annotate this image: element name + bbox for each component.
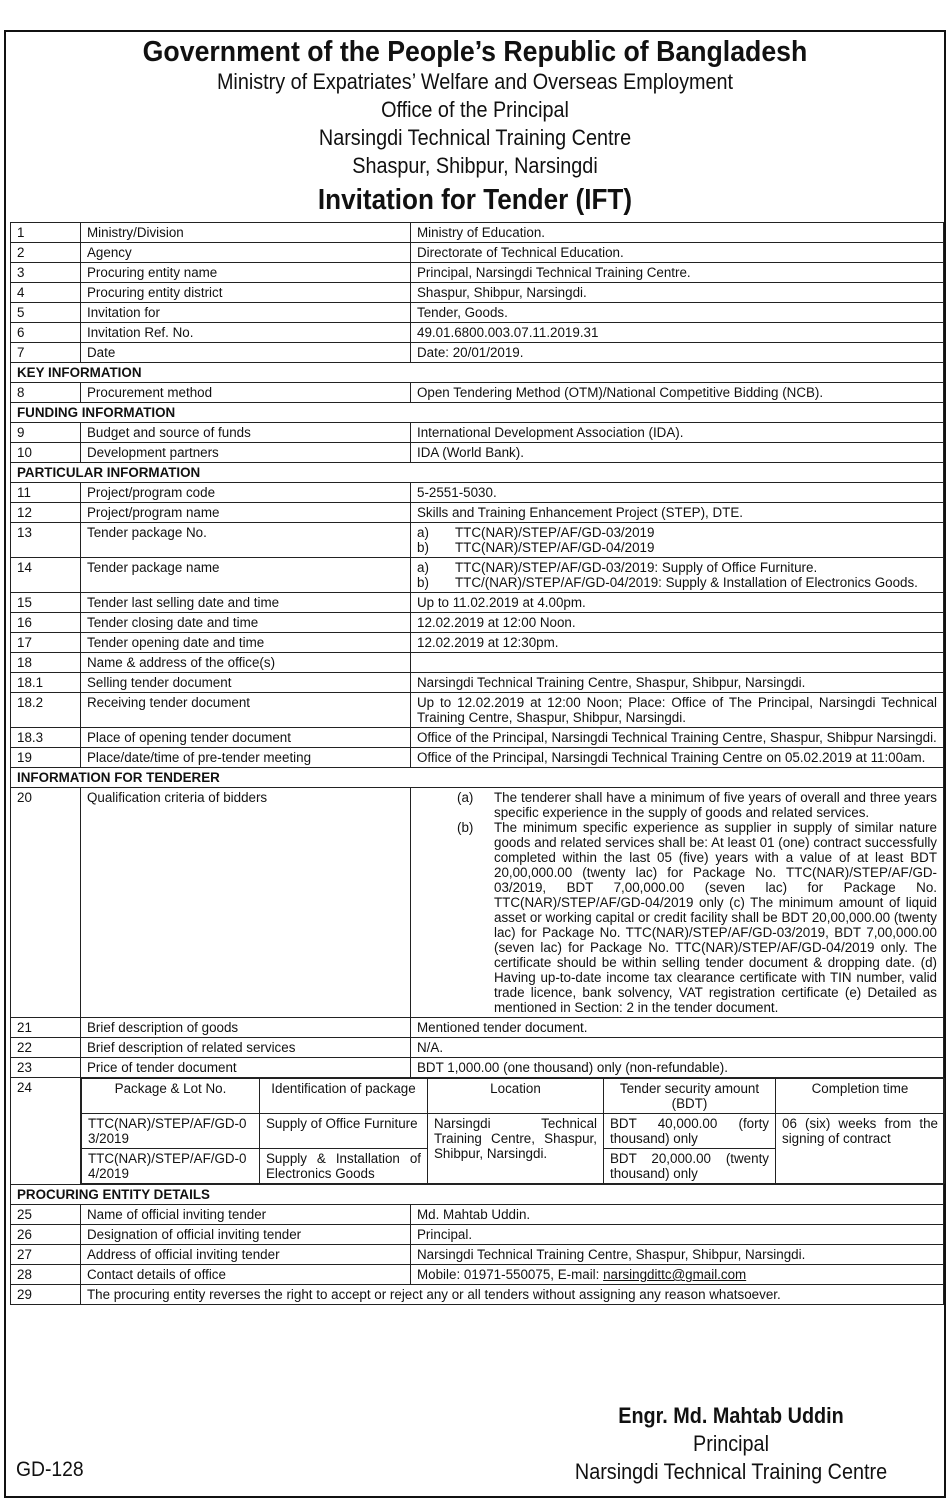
table-row xyxy=(11,1078,944,1185)
row-no: 14 xyxy=(11,558,81,593)
row-value: Skills and Training Enhancement Project (STEP), DTE. xyxy=(411,503,944,523)
row-label: Ministry/Division xyxy=(81,223,411,243)
row-value: IDA (World Bank). xyxy=(411,443,944,463)
row-value: Directorate of Technical Education. xyxy=(411,243,944,263)
package-table xyxy=(81,1078,945,1184)
row-no: 17 xyxy=(11,633,81,653)
row-value: Narsingdi Technical Training Centre, Shaspur, Shibpur, Narsingdi. xyxy=(411,1245,944,1265)
row-no: 7 xyxy=(11,343,81,363)
row-no: 19 xyxy=(11,748,81,768)
row-no: 16 xyxy=(11,613,81,633)
row-value xyxy=(411,523,944,558)
table-row xyxy=(11,503,944,523)
table-row xyxy=(11,1205,944,1225)
option-a: a) TTC(NAR)/STEP/AF/GD-03/2019 xyxy=(417,525,655,540)
row-no: 13 xyxy=(11,523,81,558)
table-row xyxy=(11,788,944,1018)
row-value: International Development Association (IDA). xyxy=(411,423,944,443)
row-value: Office of the Principal, Narsingdi Technical Training Centre on 05.02.2019 at 11:00am. xyxy=(411,748,944,768)
row-label: Invitation Ref. No. xyxy=(81,323,411,343)
section-heading: PARTICULAR INFORMATION xyxy=(11,463,944,483)
package-row xyxy=(82,1114,945,1149)
row-value: Ministry of Education. xyxy=(411,223,944,243)
row-label: Procuring entity name xyxy=(81,263,411,283)
table-row xyxy=(11,613,944,633)
row-label: Procuring entity district xyxy=(81,283,411,303)
row-no: 15 xyxy=(11,593,81,613)
criteria-text: The tenderer shall have a minimum of five years of overall and three years specific experience in the supply of goods and related services. xyxy=(494,790,937,820)
row-value: Md. Mahtab Uddin. xyxy=(411,1205,944,1225)
section-heading: INFORMATION FOR TENDERER xyxy=(11,768,944,788)
row-label: Tender closing date and time xyxy=(81,613,411,633)
row-label: Place of opening tender document xyxy=(81,728,411,748)
table-row xyxy=(11,748,944,768)
table-row xyxy=(11,303,944,323)
signatory-designation: Principal xyxy=(693,1431,769,1456)
column-header: Completion time xyxy=(776,1079,945,1114)
table-row xyxy=(11,283,944,303)
row-no: 25 xyxy=(11,1205,81,1225)
row-no: 27 xyxy=(11,1245,81,1265)
row-value: BDT 1,000.00 (one thousand) only (non-refundable). xyxy=(411,1058,944,1078)
column-header: Location xyxy=(428,1079,604,1114)
row-no: 21 xyxy=(11,1018,81,1038)
row-no: 18.3 xyxy=(11,728,81,748)
row-label: Selling tender document xyxy=(81,673,411,693)
table-row xyxy=(11,263,944,283)
row-label: Name & address of the office(s) xyxy=(81,653,411,673)
table-row xyxy=(11,383,944,403)
section-row xyxy=(11,768,944,788)
row-value: Office of the Principal, Narsingdi Technical Training Centre, Shaspur, Shibpur Narsingdi. xyxy=(411,728,944,748)
criteria-b xyxy=(457,820,937,1015)
row-label: Agency xyxy=(81,243,411,263)
row-no: 6 xyxy=(11,323,81,343)
row-no: 10 xyxy=(11,443,81,463)
table-row xyxy=(11,1285,944,1305)
package-table-cell xyxy=(81,1078,944,1185)
row-label: Development partners xyxy=(81,443,411,463)
row-value: N/A. xyxy=(411,1038,944,1058)
criteria-key: (b) xyxy=(457,820,474,835)
row-label: Invitation for xyxy=(81,303,411,323)
table-row xyxy=(11,483,944,503)
row-no: 22 xyxy=(11,1038,81,1058)
footer-code: GD-128 xyxy=(16,1458,84,1481)
column-header: Tender security amount (BDT) xyxy=(604,1079,776,1114)
row-value: Mentioned tender document. xyxy=(411,1018,944,1038)
column-header: Identification of package xyxy=(260,1079,428,1114)
table-row xyxy=(11,443,944,463)
section-heading: FUNDING INFORMATION xyxy=(11,403,944,423)
criteria-text: The minimum specific experience as supplier in supply of similar nature goods and related services shall be: At least 01 (one) contract successfully completed within the last 05 (five) years with a value of at least BDT 20,00,000.00 (twenty lac) for Package No. TTC(NAR)/STEP/AF/GD-03/2019, BDT 7,00,000.00 (seven lac) for Package No. TTC(NAR)/STEP/AF/GD-04/2019 only (c) The minimum amount of liquid asset or working capital or credit facility shall be BDT 20,00,000.00 (twenty lac) for Package No. TTC(NAR)/STEP/AF/GD-03/2019, BDT 7,00,000.00 (seven lac) for Package No. TTC(NAR)/STEP/AF/GD-04/2019 only. The certificate should be within selling tender document & dropping date. (d) Having up-to-date income tax clearance certificate with TIN number, valid trade licence, bank solvency, VAT registration certificate (e) Detailed as mentioned in Section: 2 in the tender document. xyxy=(494,820,937,1015)
row-no: 28 xyxy=(11,1265,81,1285)
table-row xyxy=(11,693,944,728)
row-label: Place/date/time of pre-tender meeting xyxy=(81,748,411,768)
row-label: Qualification criteria of bidders xyxy=(81,788,411,1018)
tender-security: BDT 40,000.00 (forty thousand) only xyxy=(604,1114,776,1149)
package-header-row xyxy=(82,1079,945,1114)
row-value: Shaspur, Shibpur, Narsingdi. xyxy=(411,283,944,303)
row-label: Name of official inviting tender xyxy=(81,1205,411,1225)
row-label: Procurement method xyxy=(81,383,411,403)
row-no: 24 xyxy=(11,1078,81,1185)
package-identification: Supply & Installation of Electronics Goods xyxy=(260,1149,428,1184)
table-row xyxy=(11,728,944,748)
section-heading: PROCURING ENTITY DETAILS xyxy=(11,1185,944,1205)
row-value: Date: 20/01/2019. xyxy=(411,343,944,363)
signatory-office: Narsingdi Technical Training Centre xyxy=(574,1459,888,1484)
table-row xyxy=(11,593,944,613)
row-value: Tender, Goods. xyxy=(411,303,944,323)
row-label: Tender last selling date and time xyxy=(81,593,411,613)
contact-email-link[interactable]: narsingdittc@gmail.com xyxy=(603,1267,747,1282)
row-value: 49.01.6800.003.07.11.2019.31 xyxy=(411,323,944,343)
row-value xyxy=(411,1265,944,1285)
row-label: Designation of official inviting tender xyxy=(81,1225,411,1245)
package-lot: TTC(NAR)/STEP/AF/GD-03/2019 xyxy=(82,1114,260,1149)
row-value: Open Tendering Method (OTM)/National Competitive Bidding (NCB). xyxy=(411,383,944,403)
option-b: b) TTC(NAR)/STEP/AF/GD-04/2019 xyxy=(417,540,655,555)
table-row xyxy=(11,1038,944,1058)
criteria-key: (a) xyxy=(457,790,474,805)
row-no: 26 xyxy=(11,1225,81,1245)
row-no: 5 xyxy=(11,303,81,323)
row-no: 4 xyxy=(11,283,81,303)
package-location: Narsingdi Technical Training Centre, Shaspur, Shibpur, Narsingdi. xyxy=(428,1114,604,1184)
option-text: TTC(NAR)/STEP/AF/GD-03/2019: Supply of Office Furniture. xyxy=(455,560,818,575)
office-name: Office of the Principal xyxy=(381,97,569,122)
table-row xyxy=(11,323,944,343)
completion-time: 06 (six) weeks from the signing of contract xyxy=(776,1114,945,1184)
row-label: Brief description of goods xyxy=(81,1018,411,1038)
row-no: 20 xyxy=(11,788,81,1018)
row-label: Date xyxy=(81,343,411,363)
row-label: Price of tender document xyxy=(81,1058,411,1078)
option-text: TTC/(NAR)/STEP/AF/GD-04/2019: Supply & Installation of Electronics Goods. xyxy=(455,575,918,590)
row-label: Address of official inviting tender xyxy=(81,1245,411,1265)
table-row xyxy=(11,653,944,673)
row-label: Tender package name xyxy=(81,558,411,593)
row-value: Up to 12.02.2019 at 12:00 Noon; Place: Office of The Principal, Narsingdi Technical Training Centre, Shaspur, Shibpur, Narsingdi. xyxy=(411,693,944,728)
row-label: Tender package No. xyxy=(81,523,411,558)
table-row xyxy=(11,423,944,443)
table-row xyxy=(11,1245,944,1265)
row-value: Narsingdi Technical Training Centre, Shaspur, Shibpur, Narsingdi. xyxy=(411,673,944,693)
table-row xyxy=(11,243,944,263)
tender-notice xyxy=(4,30,946,1498)
table-row xyxy=(11,1058,944,1078)
section-row xyxy=(11,403,944,423)
location-line: Shaspur, Shibpur, Narsingdi xyxy=(352,153,598,178)
notice-title: Invitation for Tender (IFT) xyxy=(317,184,633,216)
package-identification: Supply of Office Furniture xyxy=(260,1114,428,1149)
centre-name: Narsingdi Technical Training Centre xyxy=(318,125,632,150)
qualification-criteria xyxy=(411,788,944,1018)
row-no: 12 xyxy=(11,503,81,523)
row-no: 18.1 xyxy=(11,673,81,693)
row-no: 29 xyxy=(11,1285,81,1305)
row-no: 9 xyxy=(11,423,81,443)
row-no: 8 xyxy=(11,383,81,403)
row-value: Up to 11.02.2019 at 4.00pm. xyxy=(411,593,944,613)
signatory-name: Engr. Md. Mahtab Uddin xyxy=(618,1403,844,1428)
row-value: Principal. xyxy=(411,1225,944,1245)
option-text: TTC(NAR)/STEP/AF/GD-03/2019 xyxy=(455,525,655,540)
tender-table xyxy=(10,222,944,1305)
row-no: 3 xyxy=(11,263,81,283)
row-label: Budget and source of funds xyxy=(81,423,411,443)
row-value: The procuring entity reverses the right to accept or reject any or all tenders without assigning any reason whatsoever. xyxy=(81,1285,944,1305)
section-row xyxy=(11,463,944,483)
row-label: Brief description of related services xyxy=(81,1038,411,1058)
table-row xyxy=(11,223,944,243)
row-no: 18 xyxy=(11,653,81,673)
row-label: Tender opening date and time xyxy=(81,633,411,653)
row-value: 12.02.2019 at 12:30pm. xyxy=(411,633,944,653)
row-no: 1 xyxy=(11,223,81,243)
ministry-name: Ministry of Expatriates’ Welfare and Overseas Employment xyxy=(216,69,734,94)
notice-header xyxy=(6,36,944,218)
row-value: Principal, Narsingdi Technical Training Centre. xyxy=(411,263,944,283)
tender-security: BDT 20,000.00 (twenty thousand) only xyxy=(604,1149,776,1184)
table-row xyxy=(11,633,944,653)
row-label: Contact details of office xyxy=(81,1265,411,1285)
row-no: 2 xyxy=(11,243,81,263)
row-no: 18.2 xyxy=(11,693,81,728)
option-b: b) TTC/(NAR)/STEP/AF/GD-04/2019: Supply & Installation of Electronics Goods. xyxy=(417,575,918,590)
contact-mobile: Mobile: 01971-550075, E-mail: xyxy=(417,1267,604,1282)
table-row xyxy=(11,673,944,693)
table-row xyxy=(11,1265,944,1285)
table-row xyxy=(11,558,944,593)
row-value: 5-2551-5030. xyxy=(411,483,944,503)
row-no: 11 xyxy=(11,483,81,503)
section-row xyxy=(11,1185,944,1205)
option-a: a) TTC(NAR)/STEP/AF/GD-03/2019: Supply of Office Furniture. xyxy=(417,560,818,575)
row-no: 23 xyxy=(11,1058,81,1078)
section-row xyxy=(11,363,944,383)
row-value xyxy=(411,558,944,593)
row-label: Project/program name xyxy=(81,503,411,523)
section-heading: KEY INFORMATION xyxy=(11,363,944,383)
table-row xyxy=(11,343,944,363)
row-label: Receiving tender document xyxy=(81,693,411,728)
criteria-a xyxy=(457,790,937,820)
table-row xyxy=(11,1018,944,1038)
option-text: TTC(NAR)/STEP/AF/GD-04/2019 xyxy=(455,540,655,555)
row-value: 12.02.2019 at 12:00 Noon. xyxy=(411,613,944,633)
table-row xyxy=(11,1225,944,1245)
package-lot: TTC(NAR)/STEP/AF/GD-04/2019 xyxy=(82,1149,260,1184)
row-label: Project/program code xyxy=(81,483,411,503)
column-header: Package & Lot No. xyxy=(82,1079,260,1114)
government-title: Government of the People’s Republic of Bangladesh xyxy=(142,36,808,68)
row-value xyxy=(411,653,944,673)
table-row xyxy=(11,523,944,558)
